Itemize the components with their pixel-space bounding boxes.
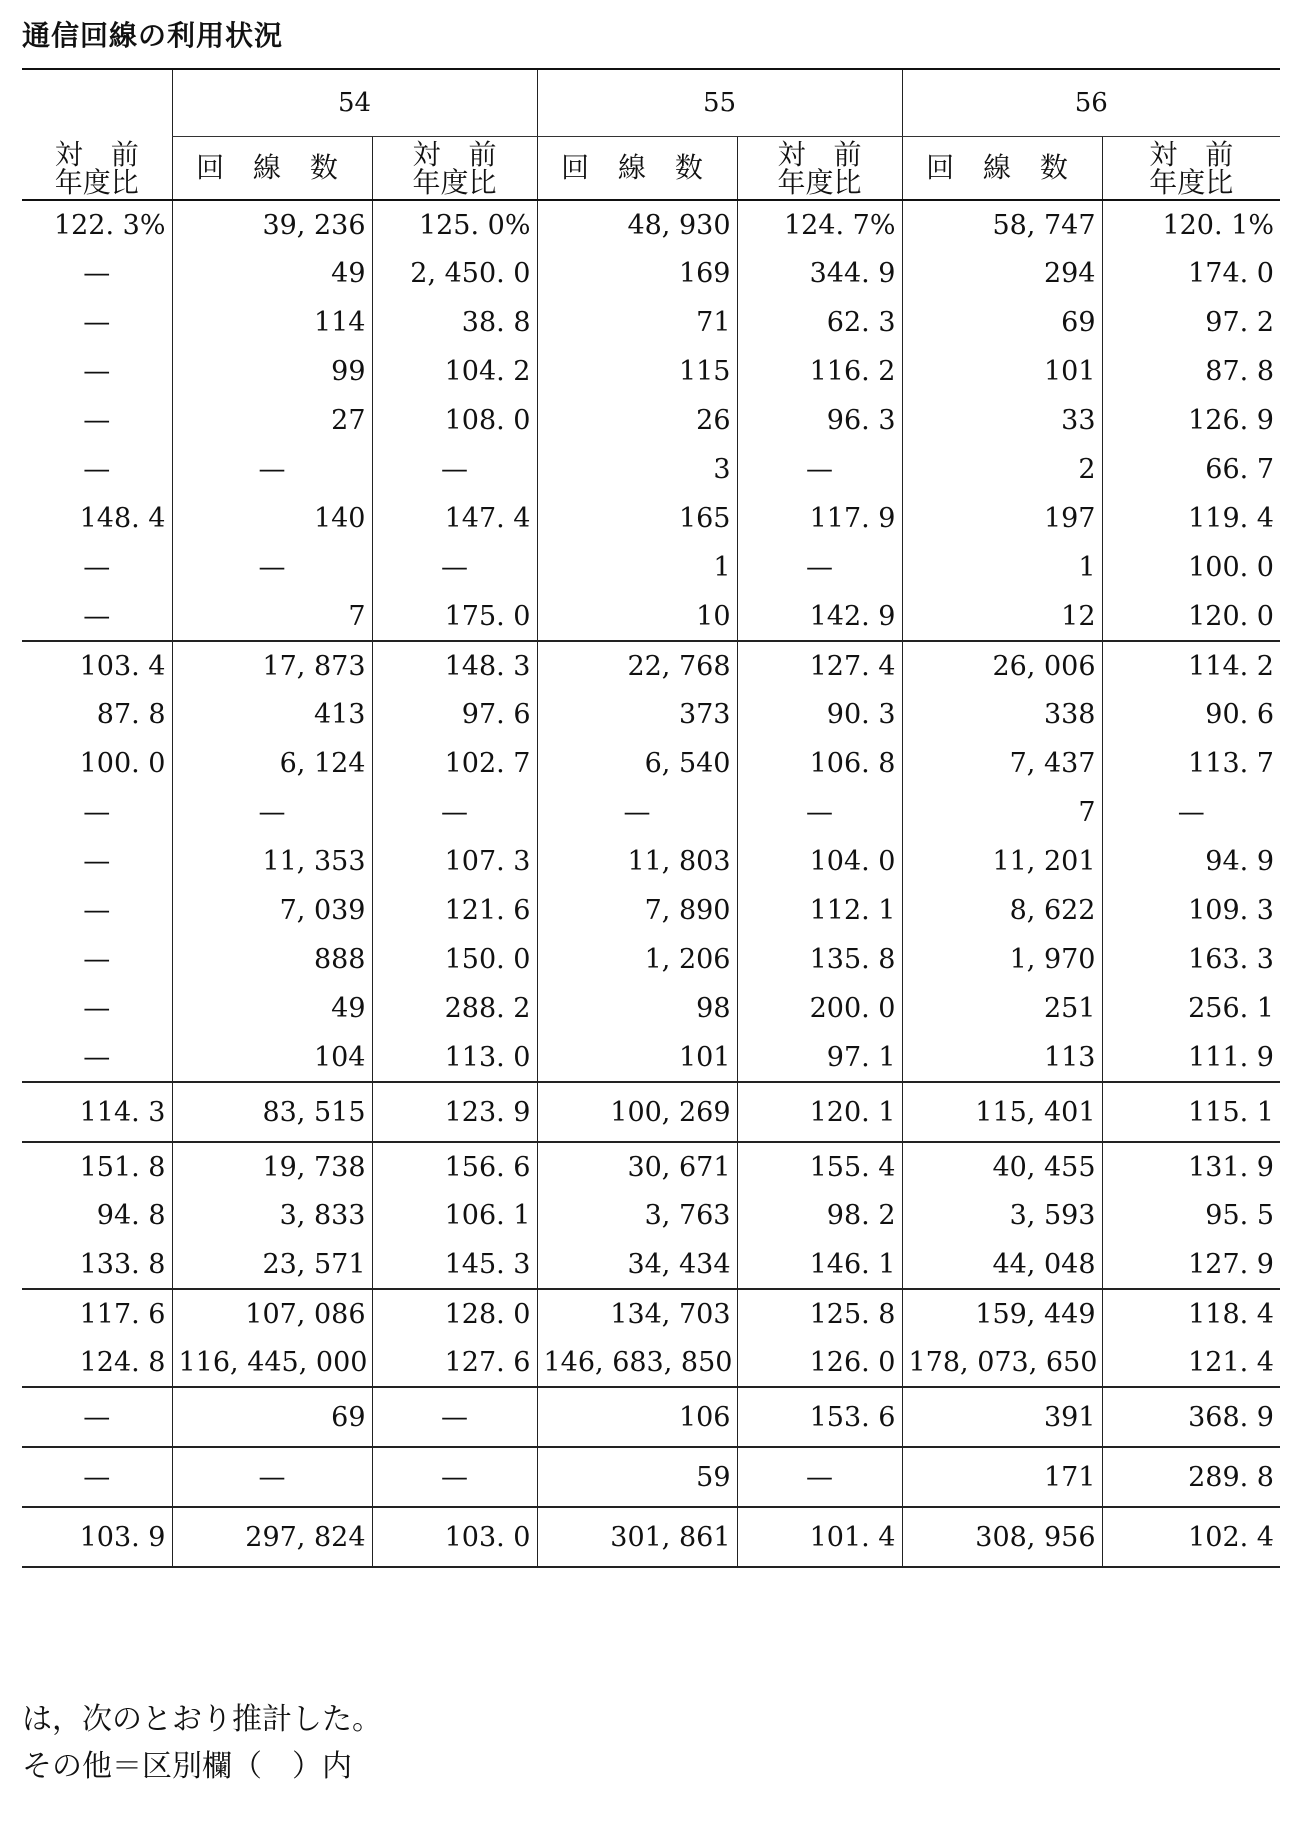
table-row: [22, 886, 1280, 935]
table-row: [22, 1387, 1280, 1447]
table-cell: 98: [537, 984, 737, 1033]
table-cell: 7, 437: [902, 739, 1102, 788]
table-cell: 104. 2: [372, 347, 537, 396]
year-header-row: [22, 69, 1280, 137]
table-cell: 142. 9: [737, 592, 902, 641]
ratio-header: 対 前 年度比: [1102, 137, 1280, 201]
table-cell: 27: [172, 396, 372, 445]
table-cell: 26, 006: [902, 641, 1102, 690]
table-cell: 373: [537, 690, 737, 739]
table-cell: 115, 401: [902, 1082, 1102, 1142]
table-cell: 106. 8: [737, 739, 902, 788]
footnote: [22, 1696, 382, 1790]
table-cell: 39, 236: [172, 200, 372, 249]
table-cell: 127. 6: [372, 1338, 537, 1387]
table-cell: —: [737, 543, 902, 592]
table-cell: 11, 803: [537, 837, 737, 886]
table-cell: 107. 3: [372, 837, 537, 886]
table-cell: 175. 0: [372, 592, 537, 641]
table-cell: 121. 4: [1102, 1338, 1280, 1387]
table-cell: 165: [537, 494, 737, 543]
table-row: [22, 837, 1280, 886]
table-cell: 108. 0: [372, 396, 537, 445]
table-cell: 112. 1: [737, 886, 902, 935]
table-cell: 251: [902, 984, 1102, 1033]
table-cell: 133. 8: [22, 1240, 172, 1289]
table-cell: 155. 4: [737, 1142, 902, 1191]
table-cell: 7, 890: [537, 886, 737, 935]
table-cell: 103. 0: [372, 1507, 537, 1567]
table-cell: 117. 6: [79, 1298, 166, 1330]
table-cell: —: [737, 445, 902, 494]
table-cell: 59: [537, 1447, 737, 1507]
table-row: [22, 494, 1280, 543]
table-cell: 128. 0: [372, 1289, 537, 1338]
table-row: [22, 1289, 1280, 1338]
table-cell: 62. 3: [737, 298, 902, 347]
table-cell: 102. 4: [1102, 1507, 1280, 1567]
table-body: [22, 200, 1280, 1567]
table-cell: 7: [172, 592, 372, 641]
table-cell: —: [372, 445, 537, 494]
lines-header: 回 線 数: [902, 137, 1102, 201]
table-cell: 197: [902, 494, 1102, 543]
table-cell: 107, 086: [172, 1289, 372, 1338]
table-row: [22, 1447, 1280, 1507]
table-cell: 178, 073, 650: [902, 1338, 1102, 1387]
table-cell: 11, 201: [902, 837, 1102, 886]
table-cell: 126. 0: [737, 1338, 902, 1387]
table-cell: —: [737, 1447, 902, 1507]
table-cell: —: [372, 1447, 537, 1507]
table-cell: 174. 0: [1102, 249, 1280, 298]
table-cell: 8, 622: [902, 886, 1102, 935]
table-cell: —: [83, 944, 111, 975]
table-cell: —: [83, 405, 111, 436]
table-cell: 118. 4: [1102, 1289, 1280, 1338]
table-cell: 95. 5: [1102, 1191, 1280, 1240]
table-cell: 49: [172, 984, 372, 1033]
table-row: [22, 1142, 1280, 1191]
table-cell: 69: [172, 1387, 372, 1447]
table-cell: 301, 861: [537, 1507, 737, 1567]
lines-header: 回 線 数: [172, 137, 372, 201]
table-cell: 888: [172, 935, 372, 984]
table-cell: 122. 3%: [53, 209, 166, 241]
table-cell: —: [83, 356, 111, 387]
table-row: [22, 543, 1280, 592]
table-cell: 344. 9: [737, 249, 902, 298]
table-cell: 34, 434: [537, 1240, 737, 1289]
table-cell: 30, 671: [537, 1142, 737, 1191]
table-cell: 120. 1%: [1102, 200, 1280, 249]
table-cell: —: [172, 1447, 372, 1507]
table-cell: 2, 450. 0: [372, 249, 537, 298]
table-cell: 1: [902, 543, 1102, 592]
year-header-55: 55: [537, 69, 902, 137]
table-cell: 94. 8: [96, 1200, 166, 1231]
table-cell: 147. 4: [372, 494, 537, 543]
footnote-line-1: は，次のとおり推計した。: [22, 1702, 382, 1737]
table-cell: —: [83, 258, 111, 289]
table-cell: 7, 039: [172, 886, 372, 935]
table-cell: 169: [537, 249, 737, 298]
table-cell: 3: [537, 445, 737, 494]
table-cell: 3, 593: [902, 1191, 1102, 1240]
table-cell: 83, 515: [172, 1082, 372, 1142]
table-cell: —: [172, 445, 372, 494]
table-cell: —: [22, 592, 172, 641]
table-cell: 151. 8: [79, 1151, 166, 1183]
table-cell: 100, 269: [537, 1082, 737, 1142]
table-cell: 40, 455: [902, 1142, 1102, 1191]
table-cell: 113. 0: [372, 1033, 537, 1082]
table-cell: 115: [537, 347, 737, 396]
table-cell: 163. 3: [1102, 935, 1280, 984]
table-row: [22, 788, 1280, 837]
table-row: [22, 1338, 1280, 1387]
table-cell: 6, 540: [537, 739, 737, 788]
ratio-header: 対 前 年度比: [737, 137, 902, 201]
table-cell: 109. 3: [1102, 886, 1280, 935]
table-cell: 106. 1: [372, 1191, 537, 1240]
table-cell: —: [83, 552, 111, 583]
table-cell: 116, 445, 000: [172, 1338, 372, 1387]
table-cell: 120. 0: [1102, 592, 1280, 641]
table-cell: 98. 2: [737, 1191, 902, 1240]
table-cell: 1, 206: [537, 935, 737, 984]
table-cell: —: [83, 993, 111, 1024]
table-cell: 100. 0: [79, 748, 166, 779]
table-cell: 101: [537, 1033, 737, 1082]
year-header-56: 56: [902, 69, 1280, 137]
table-row: [22, 1240, 1280, 1289]
table-row: [22, 592, 1280, 641]
table-cell: 100. 0: [1102, 543, 1280, 592]
table-cell: 413: [172, 690, 372, 739]
table-cell: 119. 4: [1102, 494, 1280, 543]
ratio-header: 対 前 年度比: [22, 137, 172, 201]
table-row: [22, 1082, 1280, 1142]
table-cell: 121. 6: [372, 886, 537, 935]
table-cell: 97. 1: [737, 1033, 902, 1082]
ratio-header: 対 前 年度比: [372, 137, 537, 201]
table-cell: 1: [537, 543, 737, 592]
table-cell: 148. 4: [79, 503, 166, 534]
table-cell: 33: [902, 396, 1102, 445]
table-cell: —: [537, 788, 737, 837]
table-cell: 127. 4: [737, 641, 902, 690]
table-cell: 114: [172, 298, 372, 347]
table-row: [22, 347, 1280, 396]
table-cell: 256. 1: [1102, 984, 1280, 1033]
table-cell: 99: [172, 347, 372, 396]
table-row: [22, 690, 1280, 739]
table-cell: —: [22, 1033, 172, 1082]
table-cell: 44, 048: [902, 1240, 1102, 1289]
table-cell: 87. 8: [96, 699, 166, 730]
table-cell: 117. 9: [737, 494, 902, 543]
table-cell: —: [372, 543, 537, 592]
table-cell: 58, 747: [902, 200, 1102, 249]
table-cell: 171: [902, 1447, 1102, 1507]
table-row: [22, 984, 1280, 1033]
table-cell: 97. 2: [1102, 298, 1280, 347]
table-cell: —: [172, 788, 372, 837]
table-cell: 94. 9: [1102, 837, 1280, 886]
table-cell: 101: [902, 347, 1102, 396]
table-cell: 104: [172, 1033, 372, 1082]
table-cell: —: [22, 1387, 172, 1447]
table-cell: 96. 3: [737, 396, 902, 445]
table-cell: 6, 124: [172, 739, 372, 788]
table-cell: 103. 4: [79, 650, 166, 682]
table-cell: 338: [902, 690, 1102, 739]
table-cell: 115. 1: [1102, 1082, 1280, 1142]
table-cell: 297, 824: [172, 1507, 372, 1567]
table-cell: 159, 449: [902, 1289, 1102, 1338]
table-cell: 1, 970: [902, 935, 1102, 984]
table-cell: 140: [172, 494, 372, 543]
table-row: [22, 445, 1280, 494]
table-cell: 126. 9: [1102, 396, 1280, 445]
lines-header: 回 線 数: [537, 137, 737, 201]
table-cell: 150. 0: [372, 935, 537, 984]
table-cell: 87. 8: [1102, 347, 1280, 396]
table-cell: 10: [537, 592, 737, 641]
table-cell: —: [372, 788, 537, 837]
table-cell: 124. 7%: [737, 200, 902, 249]
table-cell: 146, 683, 850: [537, 1338, 737, 1387]
table-cell: 111. 9: [1102, 1033, 1280, 1082]
table-cell: 103. 9: [22, 1507, 172, 1567]
table-cell: 90. 6: [1102, 690, 1280, 739]
table-cell: 101. 4: [737, 1507, 902, 1567]
table-row: [22, 1033, 1280, 1082]
table-cell: —: [22, 1447, 172, 1507]
table-cell: 288. 2: [372, 984, 537, 1033]
table-row: [22, 739, 1280, 788]
table-cell: 113: [902, 1033, 1102, 1082]
table-cell: 12: [902, 592, 1102, 641]
table-cell: 97. 6: [372, 690, 537, 739]
table-cell: 368. 9: [1102, 1387, 1280, 1447]
table-cell: 127. 9: [1102, 1240, 1280, 1289]
table-cell: —: [83, 454, 111, 485]
table-cell: 391: [902, 1387, 1102, 1447]
table-cell: 3, 833: [172, 1191, 372, 1240]
table-cell: 38. 8: [372, 298, 537, 347]
table-cell: 104. 0: [737, 837, 902, 886]
table-cell: 114. 2: [1102, 641, 1280, 690]
table-cell: 124. 8: [22, 1338, 172, 1387]
table-cell: 113. 7: [1102, 739, 1280, 788]
table-cell: 3, 763: [537, 1191, 737, 1240]
table-cell: 200. 0: [737, 984, 902, 1033]
table-cell: 125. 0%: [372, 200, 537, 249]
circuit-usage-table: [22, 68, 1280, 1568]
sub-header-row: [22, 137, 1280, 201]
table-cell: —: [83, 307, 111, 338]
table-row: [22, 396, 1280, 445]
table-cell: 71: [537, 298, 737, 347]
footnote-line-2: その他＝区別欄（ ）内: [22, 1749, 352, 1784]
table-cell: 17, 873: [172, 641, 372, 690]
table-cell: 146. 1: [737, 1240, 902, 1289]
table-cell: 308, 956: [902, 1507, 1102, 1567]
table-row: [22, 200, 1280, 249]
table-cell: 294: [902, 249, 1102, 298]
table-cell: —: [737, 788, 902, 837]
table-cell: 90. 3: [737, 690, 902, 739]
page-title: 通信回線の利用状況: [22, 19, 284, 52]
table-cell: 134, 703: [537, 1289, 737, 1338]
table-cell: 2: [902, 445, 1102, 494]
table-cell: 69: [902, 298, 1102, 347]
table-cell: 23, 571: [172, 1240, 372, 1289]
table-cell: 148. 3: [372, 641, 537, 690]
table-cell: 125. 8: [737, 1289, 902, 1338]
table-cell: —: [1102, 788, 1280, 837]
table-cell: 22, 768: [537, 641, 737, 690]
table-cell: 66. 7: [1102, 445, 1280, 494]
table-row: [22, 298, 1280, 347]
table-cell: 11, 353: [172, 837, 372, 886]
table-cell: 123. 9: [372, 1082, 537, 1142]
table-row: [22, 249, 1280, 298]
table-row: [22, 1191, 1280, 1240]
table-cell: 153. 6: [737, 1387, 902, 1447]
table-cell: 114. 3: [22, 1082, 172, 1142]
table-cell: —: [172, 543, 372, 592]
table-cell: 49: [172, 249, 372, 298]
table-row: [22, 935, 1280, 984]
table-cell: 131. 9: [1102, 1142, 1280, 1191]
table-cell: 26: [537, 396, 737, 445]
table-cell: 48, 930: [537, 200, 737, 249]
table-cell: 19, 738: [172, 1142, 372, 1191]
table-cell: 106: [537, 1387, 737, 1447]
table-cell: 120. 1: [737, 1082, 902, 1142]
table-cell: 7: [902, 788, 1102, 837]
year-header-54: 54: [172, 69, 537, 137]
table-cell: —: [83, 846, 111, 877]
table-cell: 145. 3: [372, 1240, 537, 1289]
table-cell: 116. 2: [737, 347, 902, 396]
table-cell: 102. 7: [372, 739, 537, 788]
table-row: [22, 1507, 1280, 1567]
table-cell: —: [83, 797, 111, 828]
table-cell: 135. 8: [737, 935, 902, 984]
table-cell: —: [83, 895, 111, 926]
prev-year-header-blank: [22, 69, 172, 137]
table-cell: 289. 8: [1102, 1447, 1280, 1507]
table-row: [22, 641, 1280, 690]
table-cell: 156. 6: [372, 1142, 537, 1191]
table-cell: —: [372, 1387, 537, 1447]
